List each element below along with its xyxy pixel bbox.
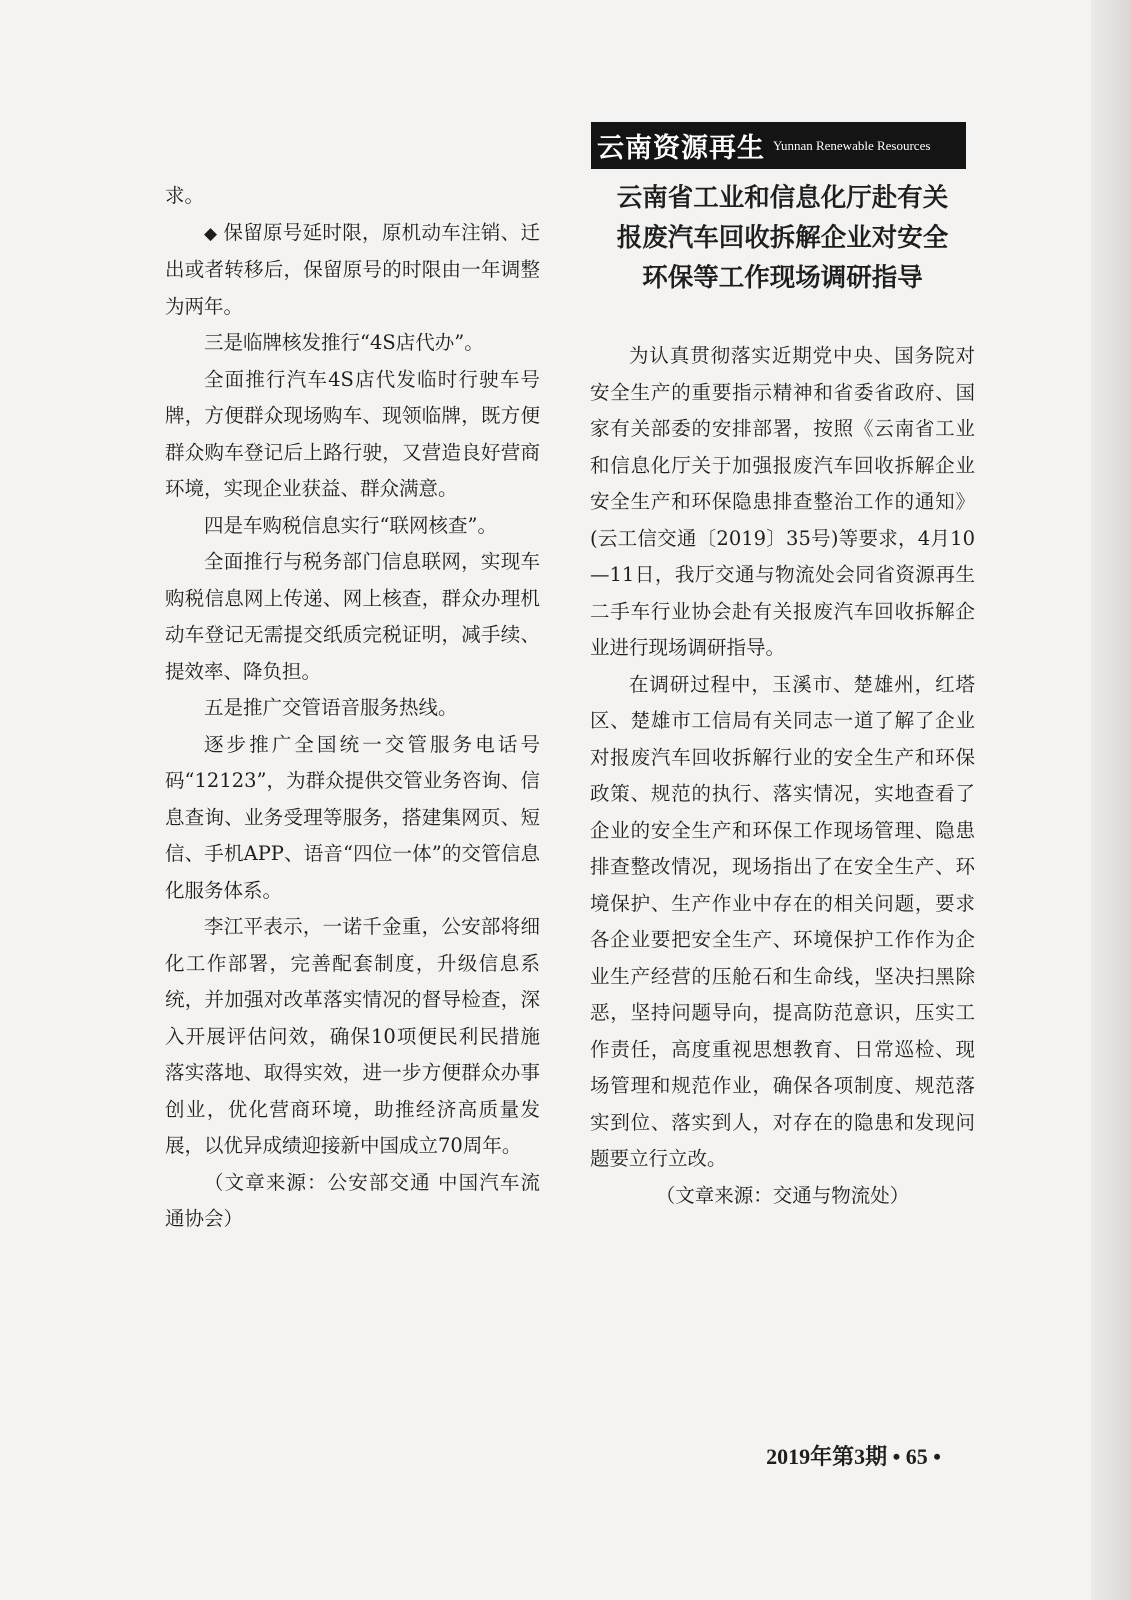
section-heading: 四是车购税信息实行“联网核查”。 <box>204 513 497 537</box>
paragraph: 李江平表示，一诺千金重，公安部将细化工作部署，完善配套制度，升级信息系统，并加强对改革落实情况的督导检查，深入开展评估问效，确保10项便民利民措施落实落地、取得实效，进一步方便群众办事创业，优化营商环境，助推经济高质量发展，以优异成绩迎接新中国成立70周年。 <box>165 915 540 1157</box>
diamond-bullet-icon: ◆ <box>204 223 218 244</box>
paragraph: 为认真贯彻落实近期党中央、国务院对安全生产的重要指示精神和省委省政府、国家有关部委的安排部署，按照《云南省工业和信息化厅关于加强报废汽车回收拆解企业安全生产和环保隐患排查整治工作的通知》(云工信交通〔2019〕35号)等要求，4月10—11日，我厅交通与物流处会同省资源再生二手车行业协会赴有关报废汽车回收拆解企业进行现场调研指导。 <box>590 344 975 659</box>
page-edge <box>1091 0 1131 1600</box>
journal-title-en: Yunnan Renewable Resources <box>773 137 931 153</box>
left-column <box>165 178 540 1238</box>
journal-title-cn: 云南资源再生 <box>597 133 765 164</box>
paragraph: 全面推行汽车4S店代发临时行驶车号牌，方便群众现场购车、现领临牌，既方便群众购车登记后上路行驶，又营造良好营商环境，实现企业获益、群众满意。 <box>165 367 540 500</box>
section-heading: 五是推广交管语音服务热线。 <box>204 696 458 719</box>
page-footer: 2019年第3期 • 65 • <box>766 1444 941 1469</box>
continued-text: 求。 <box>165 184 205 207</box>
paragraph: 全面推行与税务部门信息联网，实现车购税信息网上传递、网上核查，群众办理机动车登记无需提交纸质完税证明，减手续、提效率、降负担。 <box>165 550 540 683</box>
article-source: （文章来源：交通与物流处） <box>655 1183 910 1207</box>
title-line: 环保等工作现场调研指导 <box>642 263 923 293</box>
title-line: 云南省工业和信息化厅赴有关 <box>616 183 949 213</box>
paragraph: 逐步推广全国统一交管服务电话号码“12123”，为群众提供交管业务咨询、信息查询、业务受理等服务，搭建集网页、短信、手机APP、语音“四位一体”的交管信息化服务体系。 <box>165 732 540 902</box>
paragraph: 在调研过程中，玉溪市、楚雄州，红塔区、楚雄市工信局有关同志一道了解了企业对报废汽车回收拆解行业的安全生产和环保政策、规范的执行、落实情况，实地查看了企业的安全生产和环保工作现场管理、隐患排查整改情况，现场指出了在安全生产、环境保护、生产作业中存在的相关问题，要求各企业要把安全生产、环境保护工作作为企业生产经营的压舱石和生命线，坚决扫黑除恶，坚持问题导向，提高防范意识，压实工作责任，高度重视思想教育、日常巡检、现场管理和规范作业，确保各项制度、规范落实到位、落实到人，对存在的隐患和发现问题要立行立改。 <box>590 672 975 1170</box>
list-item-plate-retention: ◆ 保留原号延时限，原机动车注销、迁出或者转移后，保留原号的时限由一年调整为两年。 <box>165 220 540 318</box>
article-title <box>585 178 980 298</box>
title-line: 报废汽车回收拆解企业对安全 <box>616 223 949 253</box>
right-column <box>590 338 975 1214</box>
section-heading: 三是临牌核发推行“4S店代办”。 <box>204 331 484 354</box>
article-source: （文章来源：公安部交通 中国汽车流通协会） <box>165 1170 540 1230</box>
journal-header <box>591 122 966 169</box>
